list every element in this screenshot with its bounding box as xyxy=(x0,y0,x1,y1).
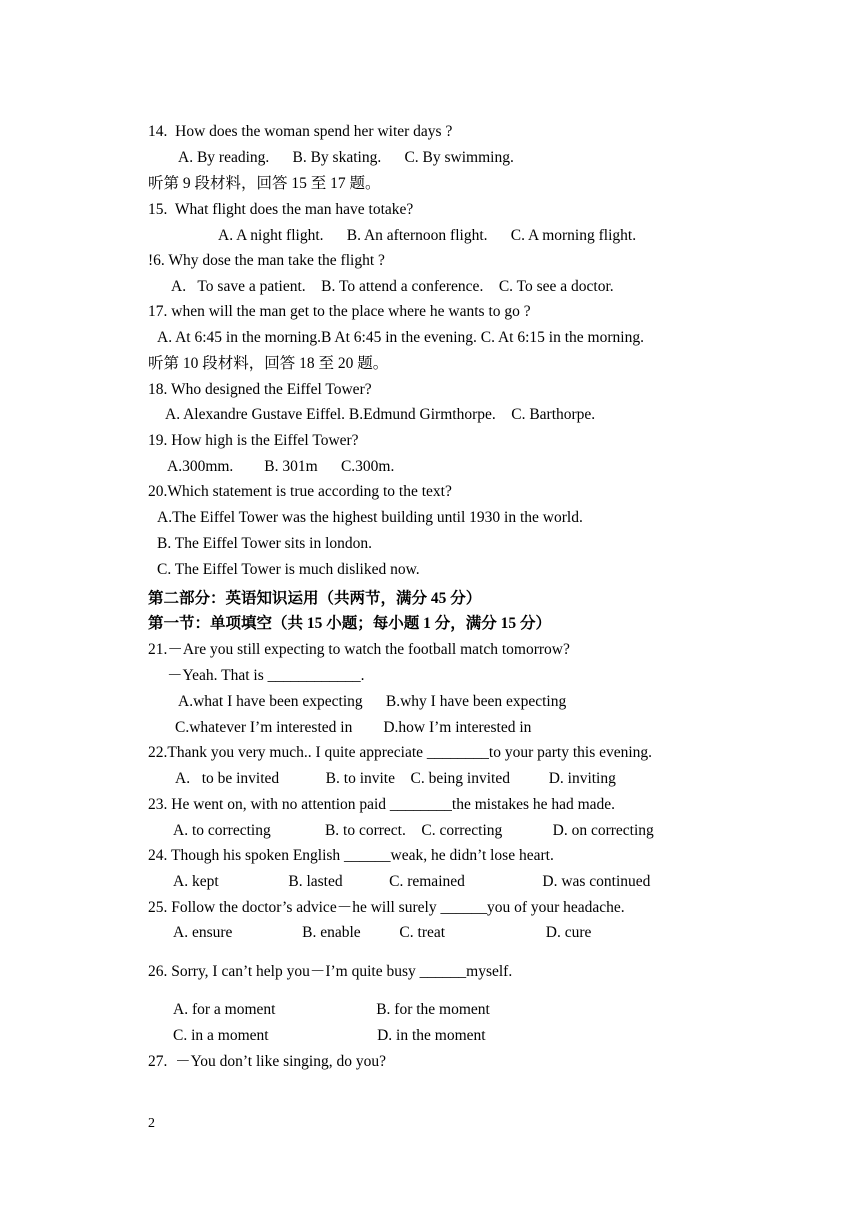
question-19-options: A.300mm. B. 301m C.300m. xyxy=(167,458,395,475)
question-26-options-cd: C. in a moment D. in the moment xyxy=(173,1027,486,1044)
question-15: 15. What flight does the man have totake? xyxy=(148,201,414,218)
section-instruction-9: 听第 9 段材料，回答 15 至 17 题。 xyxy=(148,175,381,192)
question-22: 22.Thank you very much.. I quite appreciate ________to your party this evening. xyxy=(148,744,653,761)
question-26-options-ab: A. for a moment B. for the moment xyxy=(173,1001,490,1018)
question-17: 17. when will the man get to the place where he wants to go ? xyxy=(148,303,531,320)
question-15-options: A. A night flight. B. An afternoon flight. C. A morning flight. xyxy=(218,227,637,244)
question-16: !6. Why dose the man take the flight ? xyxy=(148,252,385,269)
question-22-options: A. to be invited B. to invite C. being invited D. inviting xyxy=(175,770,616,787)
question-17-options: A. At 6:45 in the morning.B At 6:45 in the evening. C. At 6:15 in the morning. xyxy=(157,329,644,346)
question-23: 23. He went on, with no attention paid ________the mistakes he had made. xyxy=(148,796,616,813)
question-23-options: A. to correcting B. to correct. C. correcting D. on correcting xyxy=(173,822,654,839)
question-24-options: A. kept B. lasted C. remained D. was continued xyxy=(173,873,651,890)
question-20: 20.Which statement is true according to the text? xyxy=(148,483,452,500)
part-two-heading: 第二部分：英语知识运用（共两节，满分 45 分） xyxy=(148,590,482,607)
question-14: 14. How does the woman spend her witer days ? xyxy=(148,123,453,140)
question-18: 18. Who designed the Eiffel Tower? xyxy=(148,381,372,398)
question-25: 25. Follow the doctor’s advice－he will surely ______you of your headache. xyxy=(148,899,625,916)
question-21-reply: －Yeah. That is ____________. xyxy=(167,667,365,684)
page-number: 2 xyxy=(148,1116,155,1131)
question-19: 19. How high is the Eiffel Tower? xyxy=(148,432,359,449)
question-14-options: A. By reading. B. By skating. C. By swimming. xyxy=(178,149,514,166)
question-20-option-a: A.The Eiffel Tower was the highest building until 1930 in the world. xyxy=(157,509,583,526)
section-instruction-10: 听第 10 段材料，回答 18 至 20 题。 xyxy=(148,355,389,372)
question-26: 26. Sorry, I can’t help you－I’m quite busy ______myself. xyxy=(148,963,513,980)
question-16-options: A. To save a patient. B. To attend a conference. C. To see a doctor. xyxy=(171,278,614,295)
question-18-options: A. Alexandre Gustave Eiffel. B.Edmund Girmthorpe. C. Barthorpe. xyxy=(165,406,596,423)
question-20-option-c: C. The Eiffel Tower is much disliked now. xyxy=(157,561,420,578)
question-27: 27. －You don’t like singing, do you? xyxy=(148,1053,386,1070)
question-21: 21.－Are you still expecting to watch the football match tomorrow? xyxy=(148,641,570,658)
question-24: 24. Though his spoken English ______weak, he didn’t lose heart. xyxy=(148,847,554,864)
section-one-heading: 第一节：单项填空（共 15 小题；每小题 1 分，满分 15 分） xyxy=(148,615,552,632)
question-21-options-ab: A.what I have been expecting B.why I have been expecting xyxy=(178,693,567,710)
question-25-options: A. ensure B. enable C. treat D. cure xyxy=(173,924,592,941)
question-21-options-cd: C.whatever I’m interested in D.how I’m interested in xyxy=(175,719,532,736)
question-20-option-b: B. The Eiffel Tower sits in london. xyxy=(157,535,373,552)
